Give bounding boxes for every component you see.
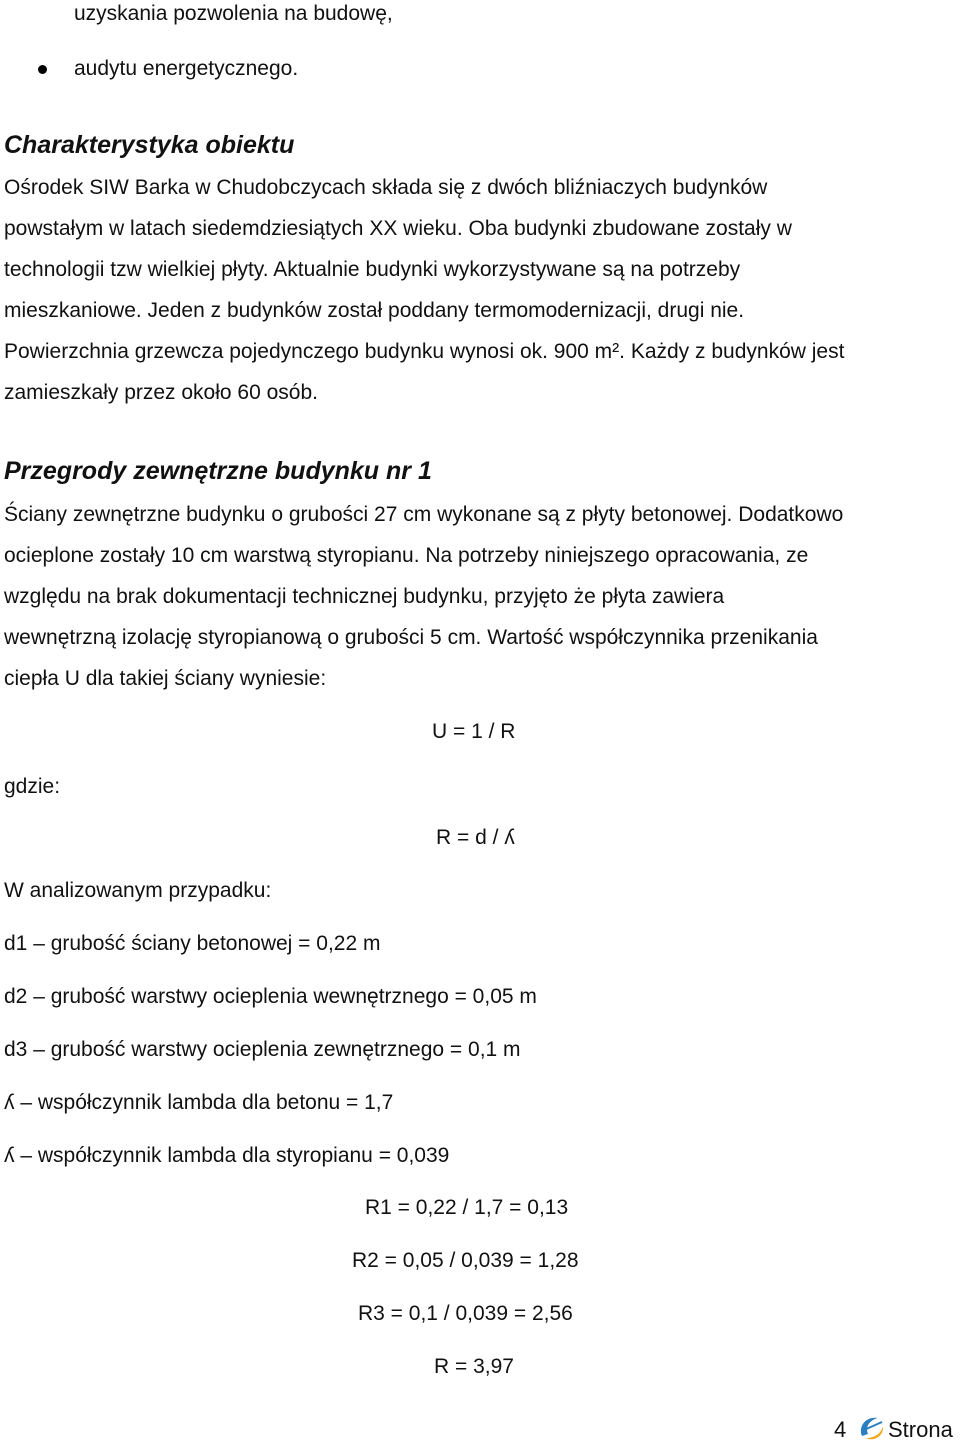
text-line: powstałym w latach siedemdziesiątych XX wieku. Oba budynki zbudowane zostały w — [4, 217, 792, 240]
paragraph — [4, 167, 960, 413]
analysis-intro: W analizowanym przypadku: — [4, 879, 272, 902]
definition-d1: d1 – grubość ściany betonowej = 0,22 m — [4, 932, 381, 955]
list-item — [74, 57, 298, 81]
text-line: Ośrodek SIW Barka w Chudobczycach składa się z dwóch bliźniaczych budynków — [4, 176, 768, 199]
definition-d3: d3 – grubość warstwy ocieplenia zewnętrznego = 0,1 m — [4, 1038, 521, 1061]
text-line: technologii tzw wielkiej płyty. Aktualnie budynki wykorzystywane są na potrzeby — [4, 258, 741, 281]
text-line: Powierzchnia grzewcza pojedynczego budynku wynosi ok. 900 m². Każdy z budynków jest — [4, 340, 845, 363]
text-line: wewnętrzną izolację styropianową o grubości 5 cm. Wartość współczynnika przenikania — [4, 626, 818, 649]
result-r2: R2 = 0,05 / 0,039 = 1,28 — [352, 1249, 579, 1272]
text-line: względu na brak dokumentacji technicznej budynku, przyjęto że płyta zawiera — [4, 585, 725, 608]
text-line: zamieszkały przez około 60 osób. — [4, 381, 318, 404]
logo-icon — [856, 1412, 888, 1444]
text-line: ocieplone zostały 10 cm warstwą styropianu. Na potrzeby niniejszego opracowania, ze — [4, 544, 809, 567]
formula-u: U = 1 / R — [432, 720, 516, 743]
definition-lambda-concrete: ʎ – współczynnik lambda dla betonu = 1,7 — [4, 1091, 394, 1114]
text-line: mieszkaniowe. Jeden z budynków został poddany termomodernizacji, drugi nie. — [4, 299, 745, 322]
page-number: 4 — [834, 1417, 847, 1442]
definition-lambda-styrofoam: ʎ – współczynnik lambda dla styropianu = 0,039 — [4, 1144, 450, 1167]
list-item-text: audytu energetycznego. — [74, 57, 299, 80]
section-heading: Charakterystyka obiektu — [4, 131, 295, 159]
bullet-icon — [38, 65, 47, 74]
gdzie-label: gdzie: — [4, 775, 61, 798]
text-line: Ściany zewnętrzne budynku o grubości 27 cm wykonane są z płyty betonowej. Dodatkowo — [4, 503, 844, 526]
page-label: Strona — [888, 1417, 953, 1442]
result-r-total: R = 3,97 — [434, 1355, 514, 1378]
result-r1: R1 = 0,22 / 1,7 = 0,13 — [365, 1196, 569, 1219]
definition-d2: d2 – grubość warstwy ocieplenia wewnętrznego = 0,05 m — [4, 985, 537, 1008]
text-line: ciepła U dla takiej ściany wyniesie: — [4, 667, 327, 690]
formula-r: R = d / ʎ — [436, 826, 515, 849]
section-heading: Przegrody zewnętrzne budynku nr 1 — [4, 457, 432, 485]
paragraph — [4, 494, 960, 699]
list-item-text: uzyskania pozwolenia na budowę, — [74, 2, 393, 25]
list-item — [74, 2, 393, 26]
result-r3: R3 = 0,1 / 0,039 = 2,56 — [358, 1302, 573, 1325]
